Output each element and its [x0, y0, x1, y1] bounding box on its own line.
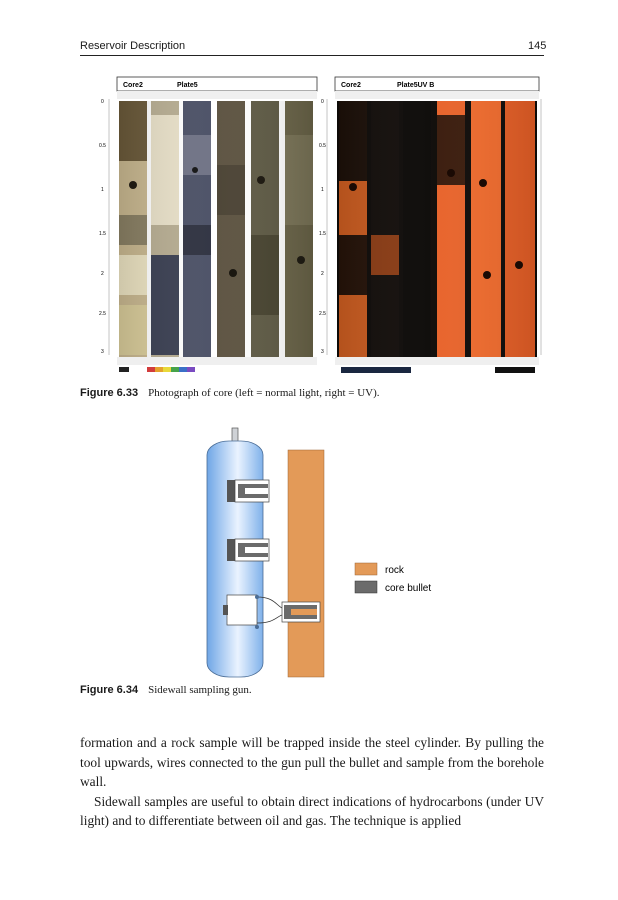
body-paragraph-1: formation and a rock sample will be trapped inside the steel cylinder. By pulling the tool upwards, wires connected to the gun pull the bullet and sample from the borehole wall. — [80, 735, 544, 789]
bullet-chamber-2 — [227, 539, 269, 561]
diagram-legend — [355, 563, 431, 594]
legend-swatch-rock — [355, 563, 377, 575]
left-scale-2: 2 — [101, 271, 104, 277]
body-paragraph-2: Sidewall samples are useful to obtain direct indications of hydrocarbons (under UV light) and to differentiate between oil and gas. The technique is applied — [80, 793, 544, 828]
left-scale-1: 1 — [101, 187, 104, 193]
left-scale-05: 0.5 — [99, 143, 106, 149]
figure-6-34-caption-text: Sidewall sampling gun. — [148, 684, 252, 696]
tool-rod — [232, 428, 238, 442]
right-core-label: Core2 — [341, 82, 361, 89]
sidewall-gun-svg — [190, 425, 450, 680]
core-photo-svg — [95, 75, 545, 380]
right-plate-label: Plate5UV B — [397, 82, 435, 89]
left-scale-25: 2.5 — [99, 311, 106, 317]
page-number: 145 — [528, 40, 547, 52]
left-scale-3: 3 — [101, 349, 104, 355]
right-scale-3: 3 — [321, 349, 324, 355]
sidewall-gun-figure — [190, 425, 450, 680]
left-plate-label: Plate5 — [177, 82, 198, 89]
figure-6-33-label: Figure 6.33 — [80, 387, 139, 399]
right-scale-1: 1 — [321, 187, 324, 193]
right-scale-05: 0.5 — [319, 143, 326, 149]
rock-formation — [288, 450, 324, 677]
uv-light-panel — [319, 77, 541, 373]
legend-label-rock: rock — [385, 565, 404, 576]
core-photo-figure — [95, 75, 545, 380]
normal-light-panel — [99, 77, 317, 372]
legend-swatch-core-bullet — [355, 581, 377, 593]
figure-6-34-caption — [80, 684, 550, 696]
right-scale-25: 2.5 — [319, 311, 326, 317]
figure-6-34-label: Figure 6.34 — [80, 684, 139, 696]
body-text — [80, 733, 544, 831]
figure-6-33-caption-text: Photograph of core (left = normal light, right = UV). — [148, 387, 380, 399]
left-scale-15: 1.5 — [99, 231, 106, 237]
bullet-chamber-1 — [227, 480, 269, 502]
running-header-title: Reservoir Description — [80, 40, 186, 52]
left-core-label: Core2 — [123, 82, 143, 89]
right-scale-15: 1.5 — [319, 231, 326, 237]
legend-label-core-bullet: core bullet — [385, 583, 432, 594]
right-scale-0: 0 — [321, 99, 324, 105]
header-rule — [80, 55, 544, 56]
figure-6-33-caption — [80, 387, 550, 399]
right-scale-2: 2 — [321, 271, 324, 277]
left-scale-0: 0 — [101, 99, 104, 105]
